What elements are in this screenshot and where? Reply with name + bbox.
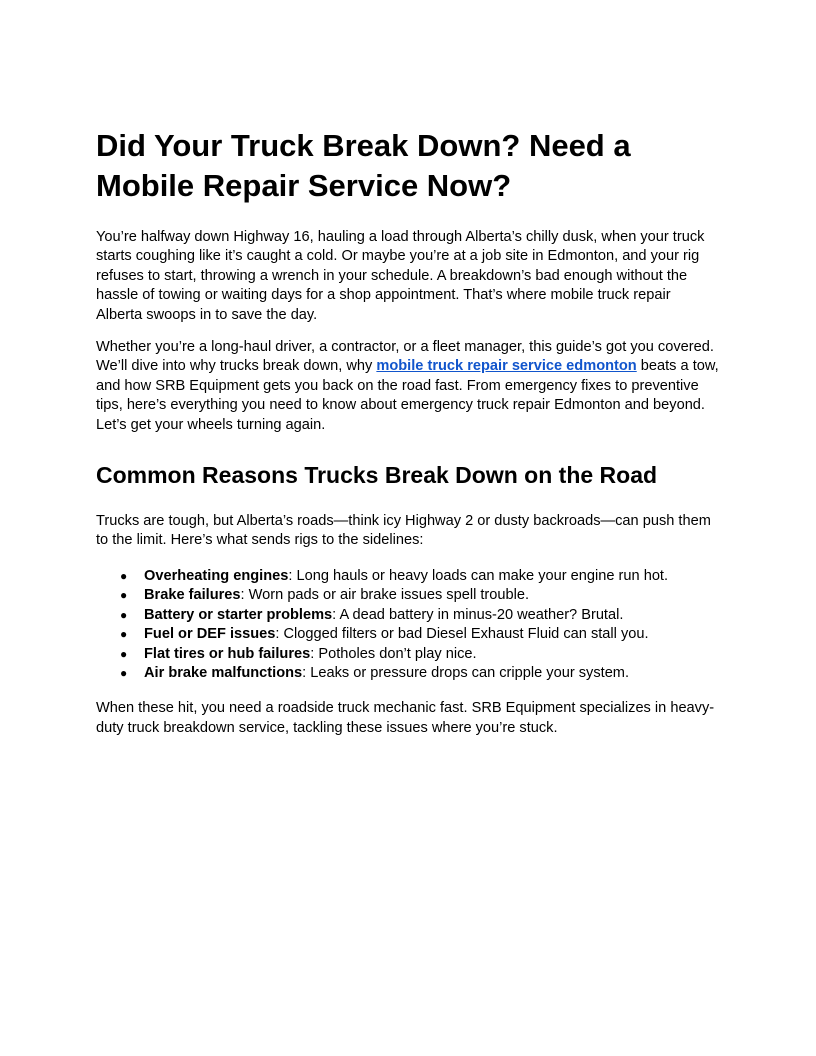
list-item: [96, 625, 720, 644]
list-item: [96, 664, 720, 683]
list-item-desc: : A dead battery in minus-20 weather? Brutal.: [332, 606, 624, 623]
list-item: [96, 606, 720, 625]
list-item-desc: : Clogged filters or bad Diesel Exhaust Fluid can stall you.: [275, 626, 649, 643]
list-item-desc: : Long hauls or heavy loads can make your engine run hot.: [288, 567, 669, 584]
list-item-term: Flat tires or hub failures: [144, 645, 311, 662]
list-item-term: Overheating engines: [144, 567, 289, 584]
section-intro-paragraph: Trucks are tough, but Alberta’s roads—think icy Highway 2 or dusty backroads—can push them to the limit. Here’s what sends rigs to the sidelines:: [96, 513, 711, 549]
list-item-term: Fuel or DEF issues: [144, 626, 276, 643]
bullet-icon: ●: [120, 607, 128, 622]
list-item-term: Brake failures: [144, 587, 241, 604]
bullet-icon: ●: [120, 627, 128, 642]
bullet-icon: ●: [120, 568, 128, 583]
closing-paragraph: When these hit, you need a roadside truck mechanic fast. SRB Equipment specializes in heavy-duty truck breakdown service, tackling these issues where you’re stuck.: [96, 700, 715, 736]
section-heading: Common Reasons Trucks Break Down on the Road: [96, 462, 658, 489]
list-item: [96, 645, 720, 664]
guide-paragraph: [96, 338, 720, 435]
guide-paragraph-after: beats a tow, and how SRB Equipment gets you back on the road fast. From emergency fixes to preventive tips, here’s everything you need to know about emergency truck repair Edmonton and beyond. Let’s get your wheels turning again.: [96, 358, 719, 433]
list-item-desc: : Potholes don’t play nice.: [310, 645, 477, 662]
mobile-repair-link[interactable]: mobile truck repair service edmonton: [376, 358, 637, 375]
list-item-desc: : Leaks or pressure drops can cripple your system.: [302, 664, 630, 681]
bullet-icon: ●: [120, 665, 128, 680]
list-item-term: Battery or starter problems: [144, 606, 333, 623]
list-item-term: Air brake malfunctions: [144, 664, 303, 681]
bullet-icon: ●: [120, 588, 128, 603]
list-item: [96, 567, 720, 586]
document-page: [96, 126, 720, 738]
list-item-desc: : Worn pads or air brake issues spell trouble.: [240, 587, 530, 604]
bullet-icon: ●: [120, 646, 128, 661]
list-item: [96, 586, 720, 605]
reasons-list: [96, 567, 720, 683]
guide-paragraph-before: Whether you’re a long-haul driver, a contractor, or a fleet manager, this guide’s got you covered. We’ll dive into why trucks break down, why: [96, 339, 714, 375]
intro-paragraph: You’re halfway down Highway 16, hauling a load through Alberta’s chilly dusk, when your truck starts coughing like it’s caught a cold. Or maybe you’re at a job site in Edmonton, and your rig refuses to start, throwing a wrench in your schedule. A breakdown’s bad enough without the hassle of towing or waiting days for a shop appointment. That’s where mobile truck repair Alberta swoops in to save the day.: [96, 229, 705, 323]
page-title: Did Your Truck Break Down? Need a Mobile Repair Service Now?: [96, 128, 631, 203]
